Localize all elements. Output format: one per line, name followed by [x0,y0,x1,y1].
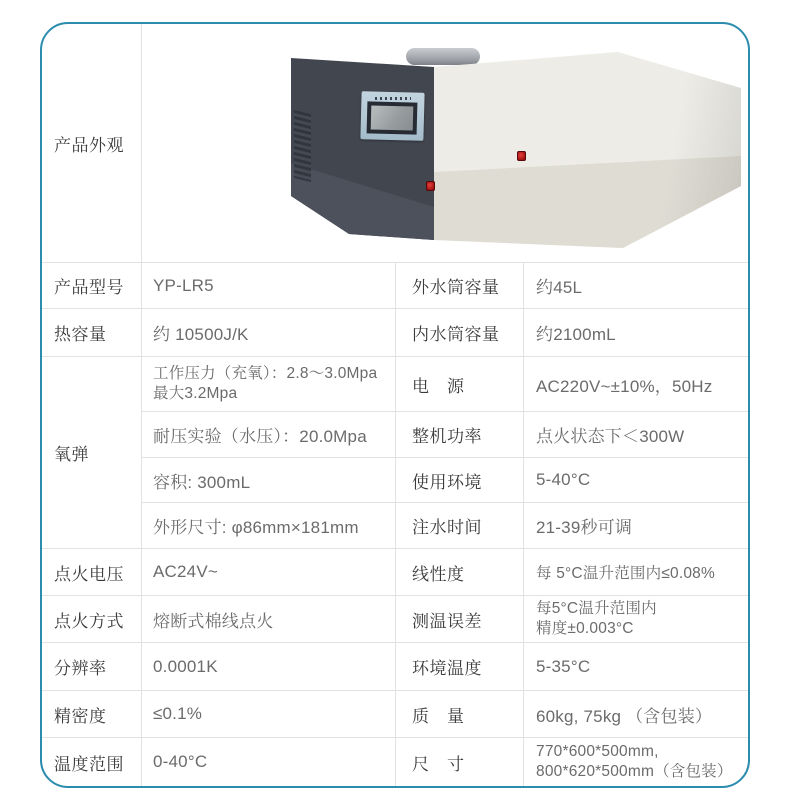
label-machine-power: 整机功率 [395,411,523,457]
value-weight: 60kg, 75kg （含包装） [523,690,748,737]
machine-lid [406,48,480,65]
machine-power-button-right [517,151,526,161]
value-water-filling-time: 21-39秒可调 [523,502,748,548]
value-machine-power: 点火状态下＜300W [523,411,748,457]
value-heat-capacity: 约 10500J/K [141,308,395,356]
label-oxygen-bomb: 氧弹 [42,356,141,548]
label-product-model: 产品型号 [42,262,141,308]
label-size: 尺 寸 [395,737,523,786]
label-resolution: 分辨率 [42,642,141,690]
label-heat-capacity: 热容量 [42,308,141,356]
label-power-supply: 电 源 [395,356,523,411]
label-temperature-range: 温度范围 [42,737,141,786]
value-bomb-pressure-test: 耐压实验（水压）：20.0Mpa [141,411,395,457]
machine-display-caption [375,97,411,100]
value-temperature-range: 0-40°C [141,737,395,786]
machine-screen [371,105,414,130]
value-bomb-working-pressure: 工作压力（充氧）：2.8～3.0Mpa 最大3.2Mpa [141,356,395,411]
label-ignition-method: 点火方式 [42,595,141,642]
value-ambient-temperature: 5-35°C [523,642,748,690]
product-image [289,50,744,250]
value-temp-measurement-error: 每5°C温升范围内 精度±0.003°C [523,595,748,642]
label-weight: 质 量 [395,690,523,737]
label-outer-cylinder-capacity: 外水筒容量 [395,262,523,308]
value-bomb-dimensions: 外形尺寸: φ86mm×181mm [141,502,395,548]
label-temp-measurement-error: 测温误差 [395,595,523,642]
label-ignition-voltage: 点火电压 [42,548,141,595]
label-linearity: 线性度 [395,548,523,595]
label-inner-cylinder-capacity: 内水筒容量 [395,308,523,356]
value-resolution: 0.0001K [141,642,395,690]
machine-power-button-left [426,181,435,191]
value-ignition-method: 熔断式棉线点火 [141,595,395,642]
value-power-supply: AC220V~±10%，50Hz [523,356,748,411]
label-water-filling-time: 注水时间 [395,502,523,548]
label-precision: 精密度 [42,690,141,737]
value-ignition-voltage: AC24V~ [141,548,395,595]
value-inner-cylinder-capacity: 约2100mL [523,308,748,356]
value-size: 770*600*500mm, 800*620*500mm（含包装） [523,737,748,786]
appearance-label: 产品外观 [54,135,124,155]
spec-table [40,22,750,788]
value-bomb-volume: 容积: 300mL [141,457,395,502]
value-outer-cylinder-capacity: 约45L [523,262,748,308]
value-product-model: YP-LR5 [141,262,395,308]
product-image-cell [141,24,748,262]
value-precision: ≤0.1% [141,690,395,737]
label-operating-environment: 使用环境 [395,457,523,502]
machine-vent-grille [294,110,311,182]
value-operating-environment: 5-40°C [523,457,748,502]
value-linearity: 每 5°C温升范围内≤0.08% [523,548,748,595]
label-ambient-temperature: 环境温度 [395,642,523,690]
